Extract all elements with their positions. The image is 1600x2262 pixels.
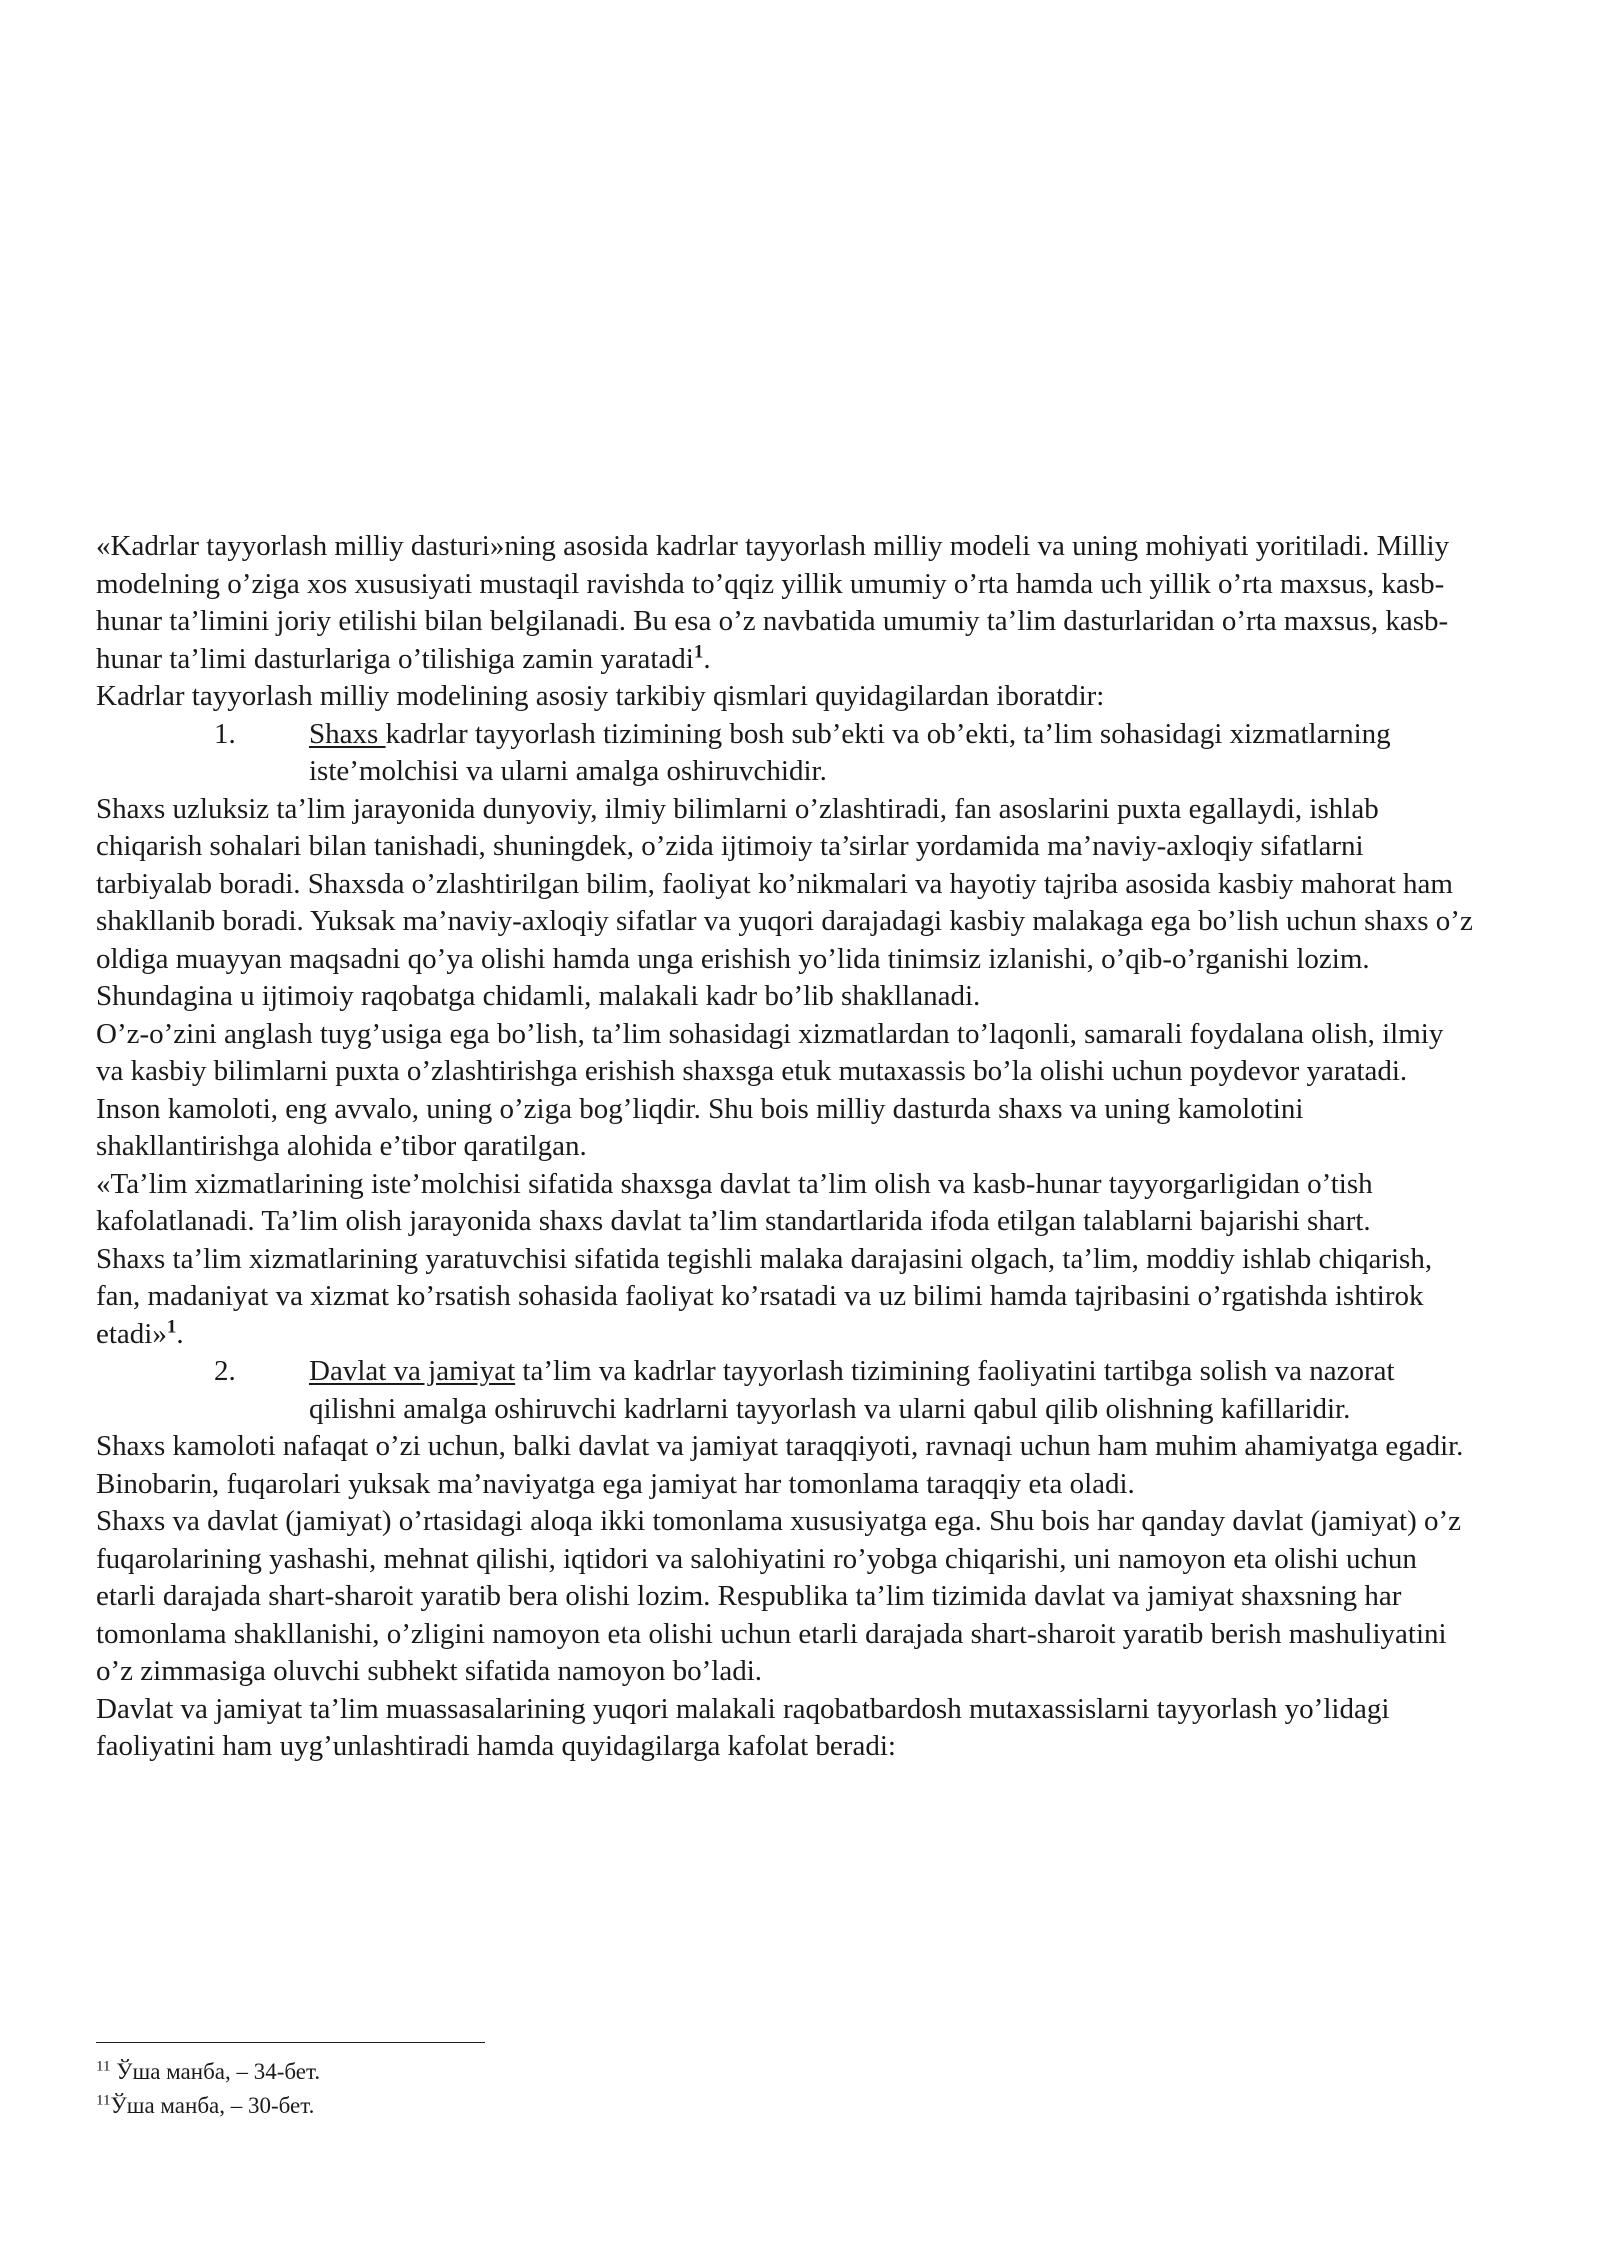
paragraph-intro-text: «Kadrlar tayyorlash milliy dasturi»ning asosida kadrlar tayyorlash milliy modeli va uning mohiyati yoritiladi. Milliy modelning o’ziga xos xususiyati mustaqil ravishda to’qqiz yillik umumiy o’rta hamda uch yillik o’rta maxsus, kasb-hunar ta’limini joriy etilishi bilan belgilanadi. Bu esa o’z navbatida umumiy ta’lim dasturlaridan o’rta maxsus, kasb-hunar ta’limi dasturlariga o’tilishiga zamin yaratadi: [96, 530, 1450, 675]
list-item-term: Davlat va jamiyat: [309, 1355, 516, 1387]
list-item-text: ta’lim va kadrlar tayyorlash tizimining faoliyatini tartibga solish va nazorat qilishni amalga oshiruvchi kadrlarni tayyorlash va ularni qabul qilib olishning kafillaridir.: [309, 1355, 1395, 1425]
paragraph-person: Shaxs uzluksiz ta’lim jarayonida dunyoviy, ilmiy bilimlarni o’zlashtiradi, fan asoslarini puxta egallaydi, ishlab chiqarish sohalari bilan tanishadi, shuningdek, o’zida ijtimoiy ta’sirlar yordamida ma’naviy-axloqiy sifatlarni tarbiyalab boradi. Shaxsda o’zlashtirilgan bilim, faoliyat ko’nikmalari va hayotiy tajriba asosida kasbiy mahorat ham shakllanib boradi. Yuksak ma’naviy-axloqiy sifatlar va yuqori darajadagi kasbiy malakaga ega bo’lish uchun shaxs o’z oldiga muayyan maqsadni qo’ya olishi hamda unga erishish yo’lida tinimsiz izlanishi, o’qib-o’rganishi lozim. Shundagina u ijtimoiy raqobatga chidamli, malakali kadr bo’lib shakllanadi.: [96, 792, 1473, 1012]
paragraph-guarantees: Davlat va jamiyat ta’lim muassasalarining yuqori malakali raqobatbardosh mutaxassislarni tayyorlash yo’lidagi faoliyatini ham uyg’unlashtiradi hamda quyidagilarga kafolat beradi:: [96, 1692, 1390, 1762]
paragraph-quote-end: [96, 1241, 1474, 1354]
paragraph-state-relation: Shaxs va davlat (jamiyat) o’rtasidagi aloqa ikki tomonlama xususiyatga ega. Shu bois har qanday davlat (jamiyat) o’z fuqarolarining yashashi, mehnat qilishi, iqtidori va salohiyatini ro’yobga chiqarishi, uni namoyon eta olishi uchun etarli darajada shart-sharoit yaratib bera olishi lozim. Respublika ta’lim tizimida davlat va jamiyat shaxsning har tomonlama shakllanishi, o’zligini namoyon eta olishi uchun etarli darajada shart-sharoit yaratib berish mashuliyatini o’z zimmasiga oluvchi subhekt sifatida namoyon bo’ladi.: [96, 1505, 1462, 1687]
paragraph-quote-start: «Ta’lim xizmatlarining iste’molchisi sifatida shaxsga davlat ta’lim olish va kasb-hunar tayyorgarligidan o’tish kafolatlanadi. Ta’lim olish jarayonida shaxs davlat ta’lim standartlarida ifoda etilgan talablarni bajarishi shart.: [96, 1167, 1373, 1237]
list-item-1: [96, 716, 1474, 791]
footnote-1: [96, 2055, 1474, 2089]
footnote-text: Ўша манба, – 34-бет.: [110, 2059, 321, 2084]
paragraph-quote-end-text: Shaxs ta’lim xizmatlarining yaratuvchisi sifatida tegishli malaka darajasini olgach, ta’lim, moddiy ishlab chiqarish, fan, madaniyat va xizmat ko’rsatish sohasida faoliyat ko’rsatadi va uz bilimi hamda tajribasini o’rgatishda ishtirok etadi»: [96, 1242, 1433, 1350]
paragraph-development: Shaxs kamoloti nafaqat o’zi uchun, balki davlat va jamiyat taraqqiyoti, ravnaqi uchun ham muhim ahamiyatga egadir. Binobarin, fuqarolari yuksak ma’naviyatga ega jamiyat har tomonlama taraqqiy eta oladi.: [96, 1430, 1464, 1500]
list-number: 2.: [214, 1355, 236, 1387]
footnote-separator: [96, 2042, 485, 2043]
footnote-2: [96, 2089, 1474, 2123]
list-number: 1.: [214, 717, 236, 750]
footnote-mark: 11: [96, 2058, 111, 2075]
list-item-term: Shaxs: [309, 717, 386, 750]
paragraph-self-awareness: O’z-o’zini anglash tuyg’usiga ega bo’lish, ta’lim sohasidagi xizmatlardan to’laqonli, samarali foydalana olish, ilmiy va kasbiy bilimlarni puxta o’zlashtirishga erishish shaxsga etuk mutaxassis bo’la olishi uchun poydevor yaratadi. Inson kamoloti, eng avvalo, uning o’ziga bog’liqdir. Shu bois milliy dasturda shaxs va uning kamolotini shakllantirishga alohida e’tibor qaratilgan.: [96, 1017, 1444, 1162]
list-item-2: [96, 1353, 1474, 1428]
footnote-reference: 1: [693, 640, 704, 662]
paragraph-components-lead: Kadrlar tayyorlash milliy modelining asosiy tarkibiy qismlari quyidagilardan iboratdir:: [96, 680, 1105, 712]
footnote-reference: 1: [166, 1315, 177, 1337]
footnote-mark: 11: [96, 2092, 111, 2109]
footnote-text: Ўша манба, – 30-бет.: [110, 2093, 315, 2118]
list-item-text: kadrlar tayyorlash tizimining bosh sub’ekti va ob’ekti, ta’lim sohasidagi xizmatlarning iste’molchisi va ularni amalga oshiruvchidir.: [309, 717, 1391, 787]
document-body: [96, 528, 1474, 1766]
paragraph-quote-end-period: .: [176, 1317, 184, 1350]
footnotes-area: [96, 2042, 1474, 2123]
paragraph-intro: [96, 528, 1474, 678]
paragraph-intro-end: .: [703, 642, 711, 675]
